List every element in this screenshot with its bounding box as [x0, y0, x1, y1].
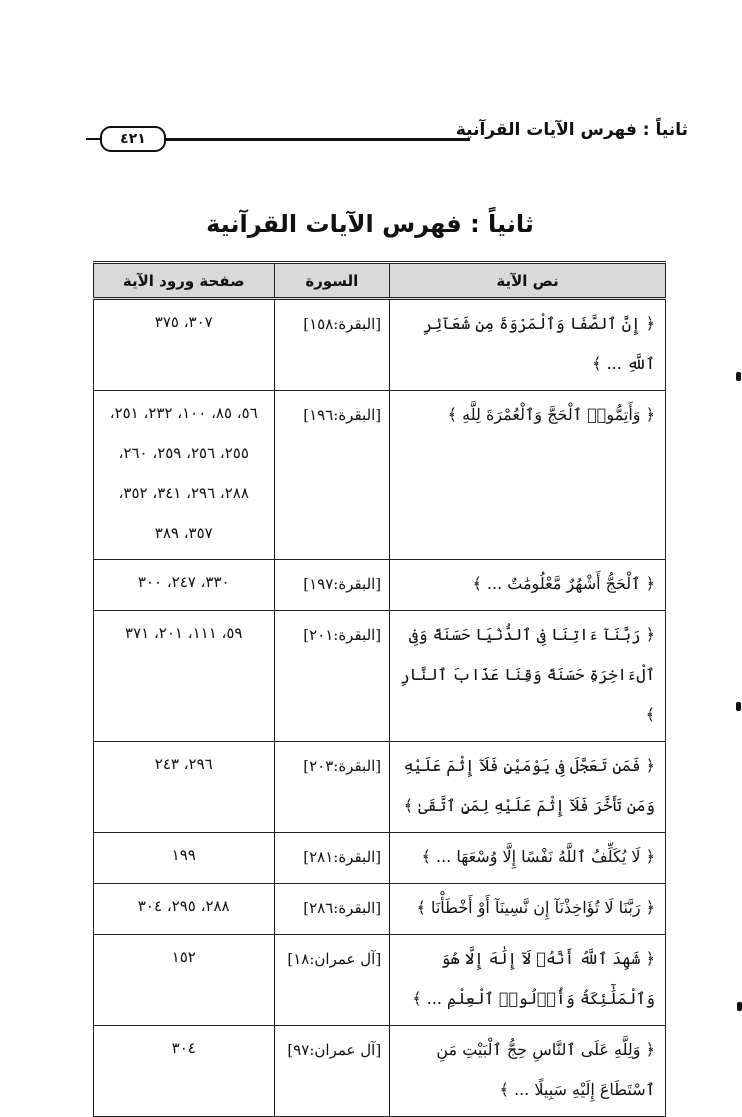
scan-mark [737, 1002, 742, 1011]
table-row [94, 391, 666, 560]
page-refs: ٥٩، ١١١، ٢٠١، ٣٧١ [94, 611, 275, 742]
verse-text: ﴿ لَا يُكَلِّفُ ٱللَّهُ نَفْسًا إِلَّا وُسْعَهَا ... ﴾ [390, 833, 666, 884]
verses-index-table [93, 261, 666, 1117]
table-row [94, 833, 666, 884]
page-refs: ٥٦، ٨٥، ١٠٠، ٢٣٢، ٢٥١، ٢٥٥، ٢٥٦، ٢٥٩، ٢٦٠، ٢٨٨، ٢٩٦، ٣٤١، ٣٥٢، ٣٥٧، ٣٨٩ [94, 391, 275, 560]
column-header-verse-text: نص الآية [390, 263, 666, 299]
surah-ref: [البقرة:١٥٨] [274, 299, 390, 391]
page-refs: ٣٠٧، ٣٧٥ [94, 299, 275, 391]
page-refs: ٣٠٤ [94, 1026, 275, 1117]
table-row [94, 611, 666, 742]
page-refs: ٢٨٨، ٢٩٥، ٣٠٤ [94, 884, 275, 935]
table-row [94, 1026, 666, 1117]
scan-mark [736, 372, 741, 381]
verse-text: ﴿ شَهِدَ ٱللَّهُ أَنَّهُۥ لَآ إِلَٰهَ إِلَّا هُوَ وَٱلْمَلَٰٓئِكَةُ وَأُو۟لُوا۟ ٱلْعِلْمِ ... ﴾ [390, 935, 666, 1026]
column-header-surah: السورة [274, 263, 390, 299]
running-header [96, 118, 688, 152]
page-number: ٤٢١ [100, 126, 166, 152]
surah-ref: [البقرة:٢٠٣] [274, 742, 390, 833]
page-refs: ١٩٩ [94, 833, 275, 884]
table-header-row [94, 263, 666, 299]
surah-ref: [البقرة:٢٠١] [274, 611, 390, 742]
surah-ref: [البقرة:٢٨١] [274, 833, 390, 884]
table-row [94, 935, 666, 1026]
surah-ref: [آل عمران:١٨] [274, 935, 390, 1026]
surah-ref: [البقرة:١٩٦] [274, 391, 390, 560]
verse-text: ﴿ رَبَّنَا لَا تُؤَاخِذْنَآ إِن نَّسِينَآ أَوْ أَخْطَأْنَا ﴾ [390, 884, 666, 935]
header-rule [164, 138, 470, 141]
verse-text: ﴿ إِنَّ ٱلصَّفَا وَٱلْمَرْوَةَ مِن شَعَآئِرِ ٱللَّهِ ... ﴾ [390, 299, 666, 391]
verse-text: ﴿ رَبَّنَآ ءَاتِنَا فِى ٱلدُّنْيَا حَسَنَةً وَفِى ٱلْءَاخِرَةِ حَسَنَةً وَقِنَا عَذَابَ ٱلنَّارِ ﴾ [390, 611, 666, 742]
table-row [94, 742, 666, 833]
verse-text: ﴿ ٱلْحَجُّ أَشْهُرٌ مَّعْلُومَٰتٌ ... ﴾ [390, 560, 666, 611]
verse-text: ﴿ وَلِلَّهِ عَلَى ٱلنَّاسِ حِجُّ ٱلْبَيْتِ مَنِ ٱسْتَطَاعَ إِلَيْهِ سَبِيلًا ... ﴾ [390, 1026, 666, 1117]
table-row [94, 299, 666, 391]
verse-text: ﴿ فَمَن تَعَجَّلَ فِى يَوْمَيْنِ فَلَآ إِثْمَ عَلَيْهِ وَمَن تَأَخَّرَ فَلَآ إِثْمَ عَلَيْهِ لِمَنِ ٱتَّقَىٰ ﴾ [390, 742, 666, 833]
page-refs: ٢٩٦، ٢٤٣ [94, 742, 275, 833]
scan-mark [736, 702, 741, 711]
surah-ref: [البقرة:١٩٧] [274, 560, 390, 611]
table-row [94, 560, 666, 611]
page-title: ثانياً : فهرس الآيات القرآنية [206, 210, 534, 238]
surah-ref: [البقرة:٢٨٦] [274, 884, 390, 935]
surah-ref: [آل عمران:٩٧] [274, 1026, 390, 1117]
page-refs: ٣٣٠، ٢٤٧، ٣٠٠ [94, 560, 275, 611]
table-row [94, 884, 666, 935]
running-title: ثانياً : فهرس الآيات القرآنية [455, 120, 688, 140]
column-header-pages: صفحة ورود الآية [94, 263, 275, 299]
page-refs: ١٥٢ [94, 935, 275, 1026]
verse-text: ﴿ وَأَتِمُّوا۟ ٱلْحَجَّ وَٱلْعُمْرَةَ لِلَّهِ ﴾ [390, 391, 666, 560]
